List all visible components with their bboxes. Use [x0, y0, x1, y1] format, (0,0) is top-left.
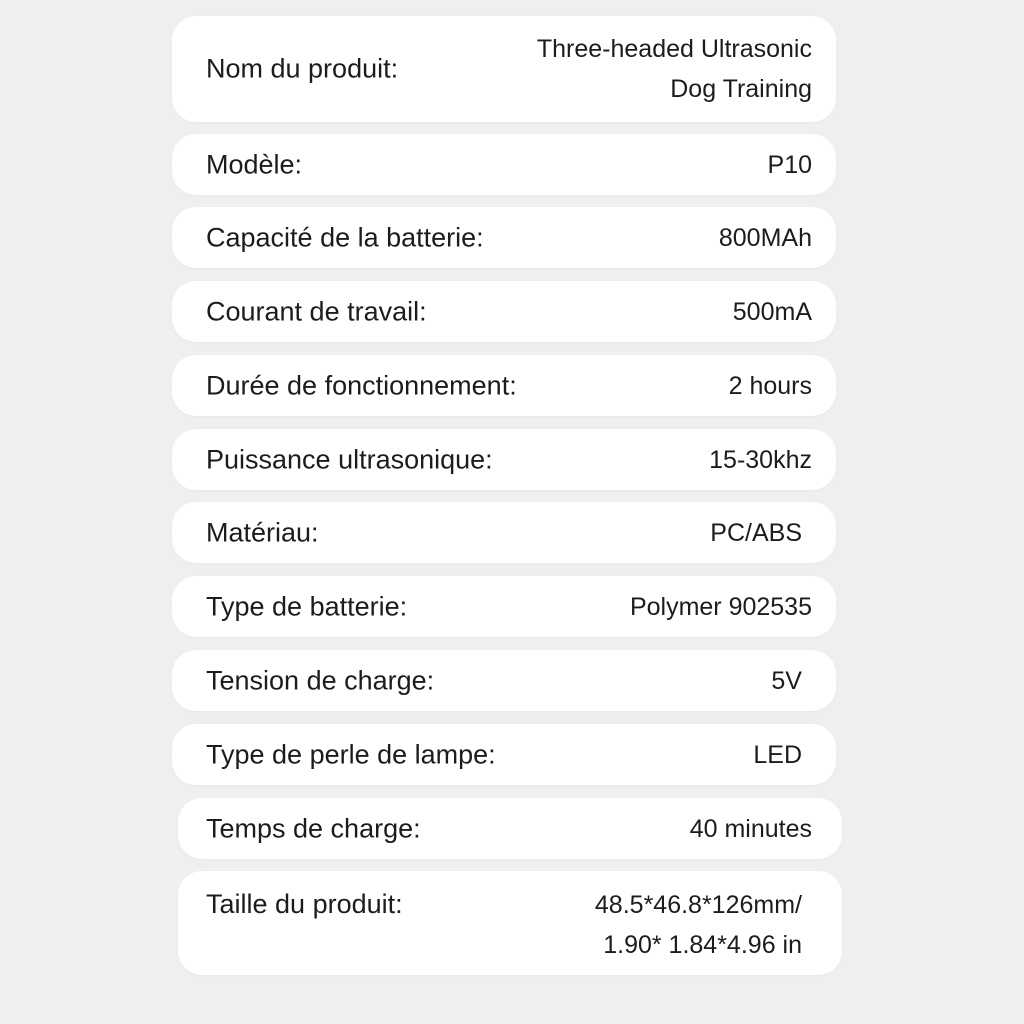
spec-row-product-size — [178, 871, 842, 975]
spec-value: 800MAh — [718, 223, 812, 252]
spec-row-battery-capacity — [172, 207, 836, 268]
spec-value: 2 hours — [728, 371, 812, 400]
spec-value: 500mA — [732, 297, 812, 326]
spec-row-lamp-bead-type — [172, 724, 836, 785]
spec-value: P10 — [767, 150, 812, 179]
spec-label: Taille du produit: — [206, 889, 403, 919]
spec-value: 40 minutes — [689, 814, 812, 843]
spec-row-operating-time — [172, 355, 836, 416]
spec-row-product-name — [172, 16, 836, 122]
spec-label: Type de perle de lampe: — [206, 739, 496, 769]
spec-label: Durée de fonctionnement: — [206, 370, 517, 400]
spec-value: PC/ABS — [710, 518, 802, 547]
spec-label: Tension de charge: — [206, 665, 435, 695]
spec-row-charging-time — [178, 798, 842, 859]
spec-value: 5V — [771, 666, 802, 695]
spec-row-material — [172, 502, 836, 563]
spec-label: Matériau: — [206, 517, 319, 547]
spec-label: Type de batterie: — [206, 591, 408, 621]
spec-row-ultrasonic-power — [172, 429, 836, 490]
spec-label: Temps de charge: — [206, 813, 421, 843]
spec-label: Nom du produit: — [206, 53, 399, 84]
spec-row-working-current — [172, 281, 836, 342]
spec-value: Three-headed Ultrasonic Dog Training — [536, 35, 812, 103]
spec-row-battery-type — [172, 576, 836, 637]
spec-row-charging-voltage — [172, 650, 836, 711]
spec-label: Modèle: — [206, 149, 303, 179]
spec-label: Puissance ultrasonique: — [206, 444, 493, 474]
spec-value: 48.5*46.8*126mm/ 1.90* 1.84*4.96 in — [594, 891, 802, 959]
spec-row-model — [172, 134, 836, 195]
spec-label: Capacité de la batterie: — [206, 222, 484, 252]
spec-value: 15-30khz — [709, 445, 812, 474]
spec-value: LED — [753, 740, 802, 769]
spec-value: Polymer 902535 — [629, 592, 812, 621]
spec-label: Courant de travail: — [206, 296, 427, 326]
